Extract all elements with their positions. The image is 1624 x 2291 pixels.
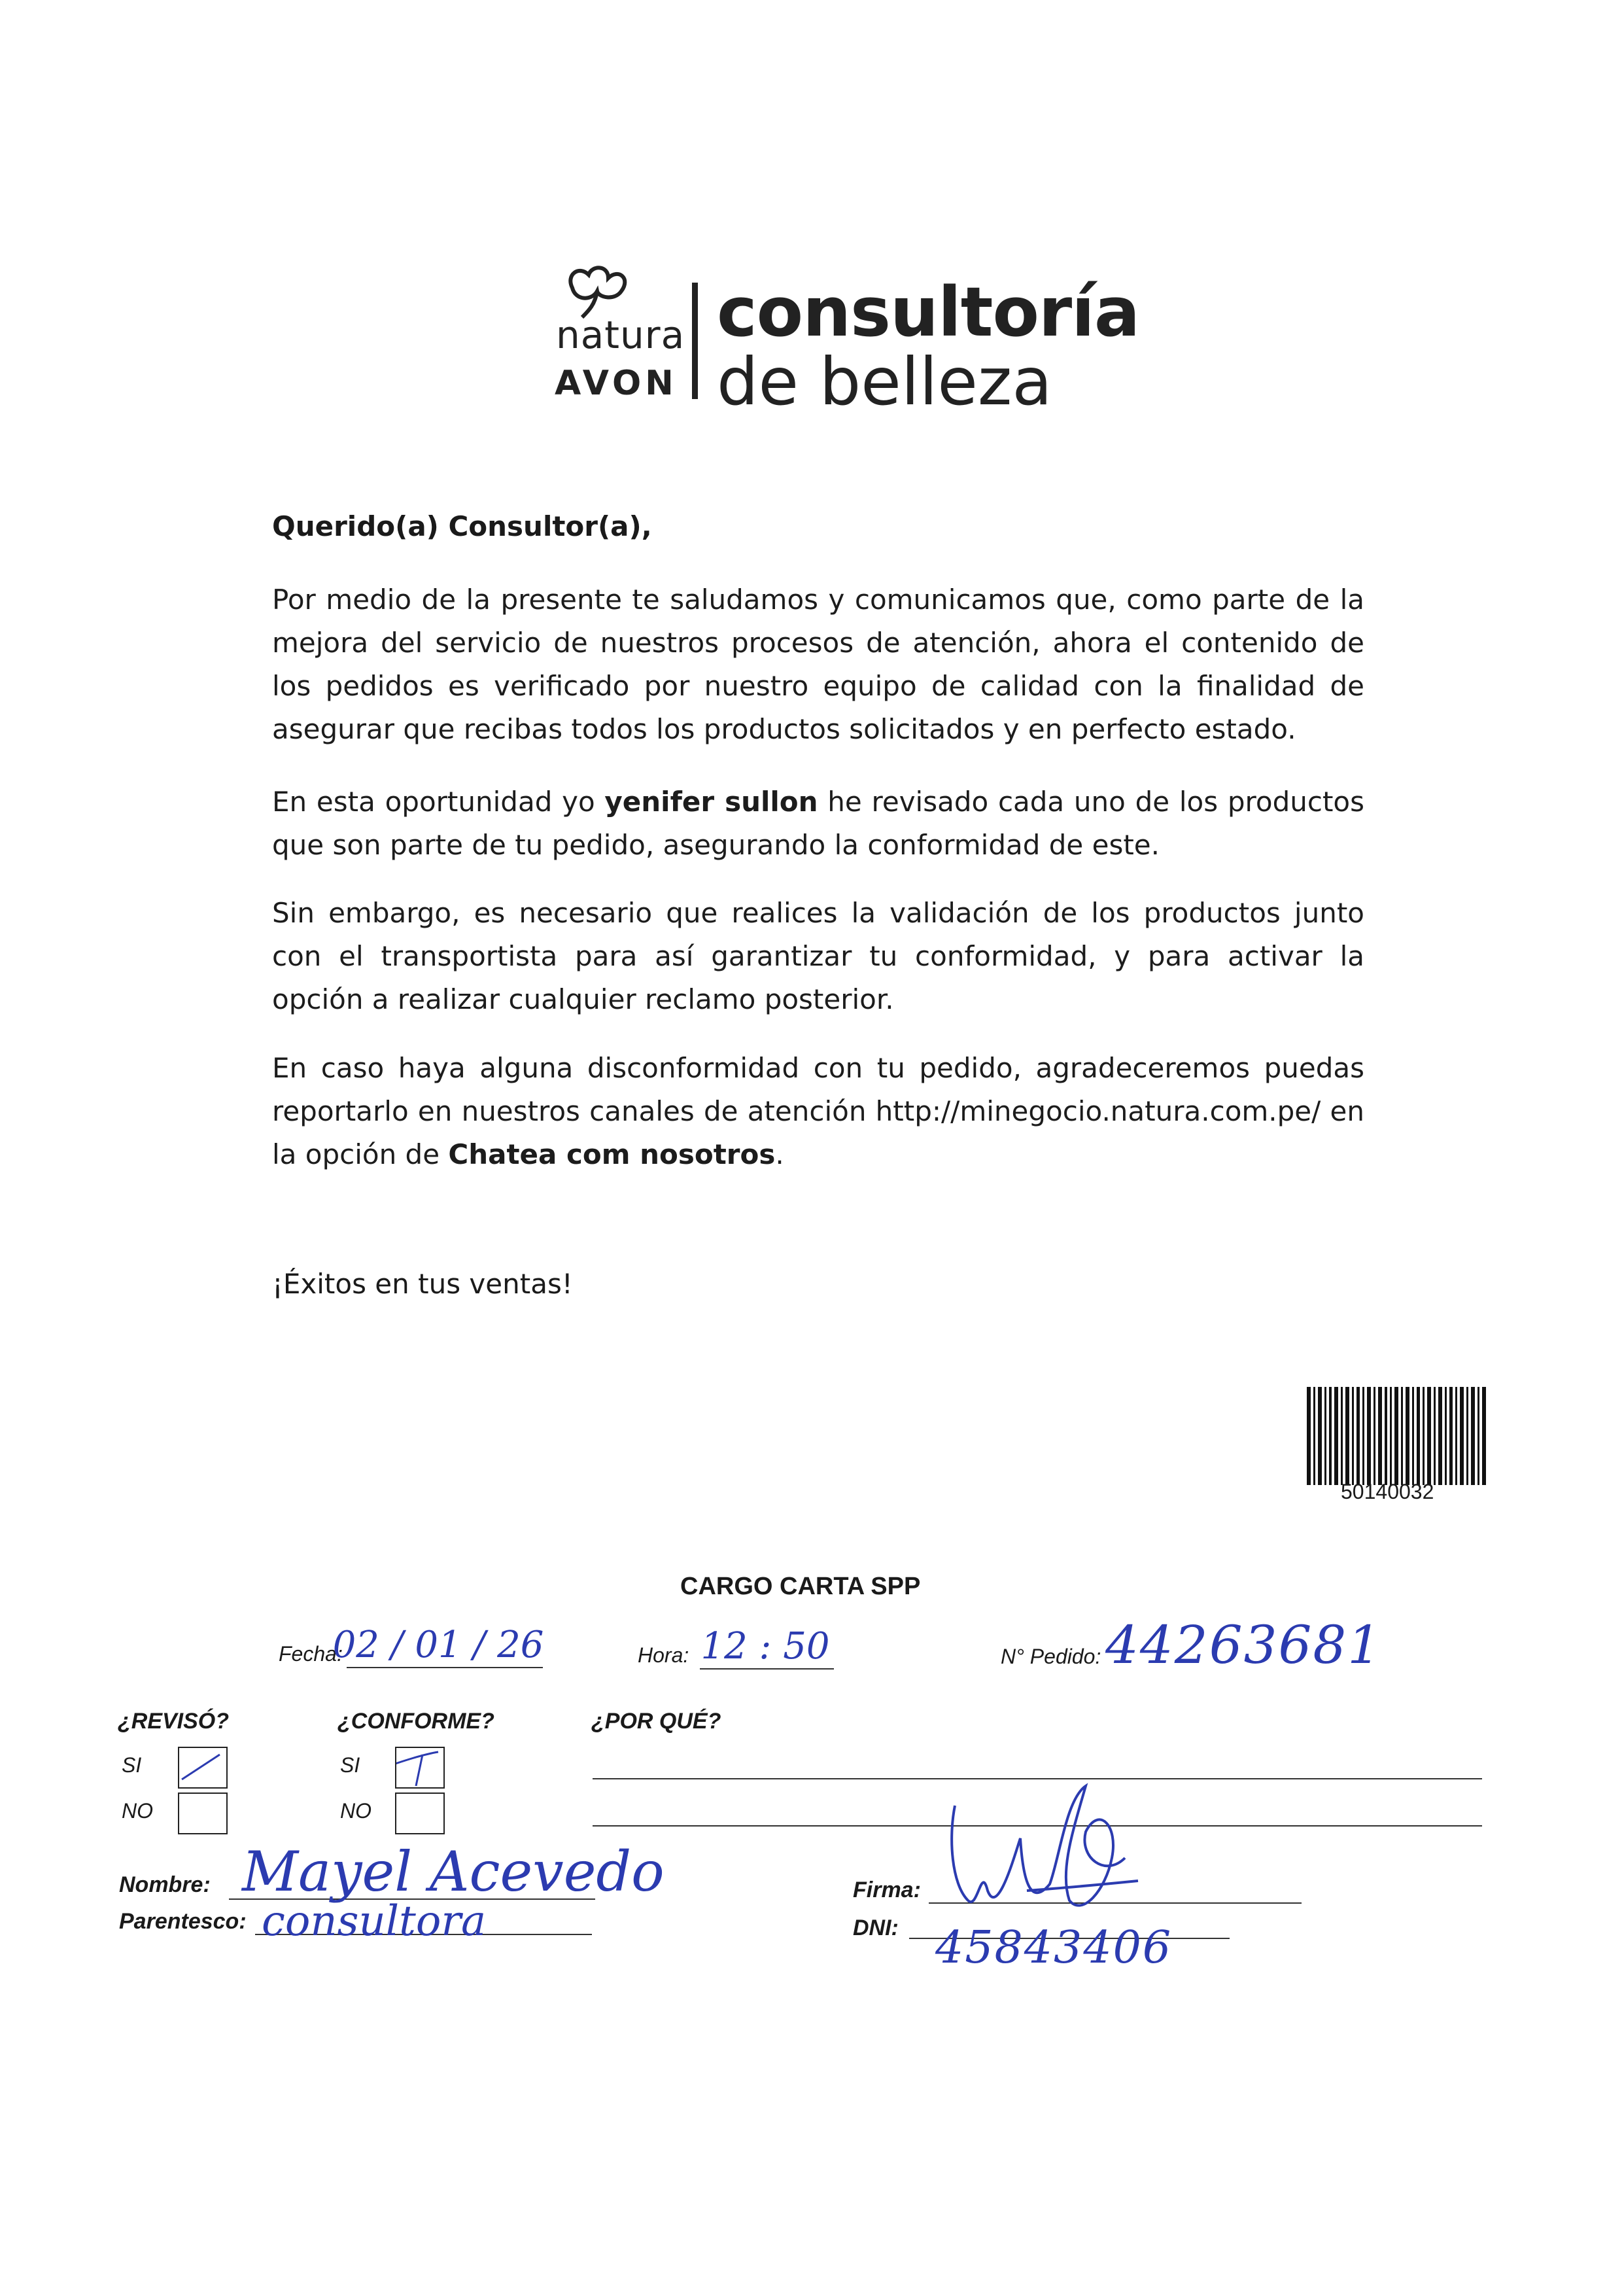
conforme-si-checkbox[interactable] xyxy=(395,1747,445,1789)
reviso-no-label: NO xyxy=(122,1799,153,1823)
reviewer-name: yenifer sullon xyxy=(604,786,818,818)
logo-title-consultoria: consultoría xyxy=(717,272,1140,352)
logo-divider xyxy=(692,283,698,399)
fecha-line xyxy=(347,1667,543,1668)
firma-label: Firma: xyxy=(853,1878,921,1902)
fecha-label: Fecha: xyxy=(279,1642,343,1666)
parentesco-label: Parentesco: xyxy=(119,1909,247,1934)
letter-paragraph-1: Por medio de la presente te saludamos y comunicamos que, como parte de la mejora del servicio de nuestros procesos de atención, ahora el contenido de los pedidos es verificado por nuestro equipo de calidad con la finalidad de asegurar que recibas todos los productos solicitados y en perfecto estado. xyxy=(272,584,1364,745)
paragraph-2-text-a: En esta oportunidad yo xyxy=(272,786,605,818)
checkmark-icon xyxy=(396,1748,443,1787)
hora-value[interactable]: 12 : 50 xyxy=(700,1625,830,1668)
parentesco-value[interactable]: consultora xyxy=(262,1897,487,1946)
checkmark-icon xyxy=(179,1748,226,1787)
paragraph-2-text-b: he revisado cada uno de los productos que son parte de tu pedido, asegurando la conformidad de este. xyxy=(272,786,1364,861)
logo-title-de-belleza: de belleza xyxy=(717,343,1052,420)
conforme-no-checkbox[interactable] xyxy=(395,1793,445,1834)
letter-paragraph-3: Sin embargo, es necesario que realices la validación de los productos junto con el transportista para así garantizar tu conformidad, y para activar la opción a realizar cualquier reclamo posterior. xyxy=(272,897,1364,1015)
dni-label: DNI: xyxy=(853,1915,899,1940)
conforme-label: ¿CONFORME? xyxy=(337,1709,494,1734)
chat-option-name: Chatea com nosotros xyxy=(448,1138,776,1170)
dni-value[interactable]: 45843406 xyxy=(935,1922,1173,1974)
letter-closing: ¡Éxitos en tus ventas! xyxy=(272,1268,573,1300)
brand-avon: AVON xyxy=(555,364,678,403)
form-title: CARGO CARTA SPP xyxy=(680,1573,921,1600)
letter-paragraph-2 xyxy=(272,780,1364,867)
reviso-label: ¿REVISÓ? xyxy=(118,1709,230,1734)
reviso-si-checkbox[interactable] xyxy=(178,1747,228,1789)
reviso-no-checkbox[interactable] xyxy=(178,1793,228,1834)
letter-greeting: Querido(a) Consultor(a), xyxy=(272,510,652,542)
hora-line xyxy=(700,1668,834,1670)
brand-natura: natura xyxy=(556,313,685,357)
barcode-icon xyxy=(1307,1387,1489,1485)
letter-paragraph-4 xyxy=(272,1047,1364,1176)
reviso-si-label: SI xyxy=(122,1753,142,1777)
barcode-number: 50140032 xyxy=(1341,1480,1434,1503)
pedido-label: N° Pedido: xyxy=(1001,1645,1101,1668)
conforme-si-label: SI xyxy=(340,1753,360,1777)
paragraph-4-text: En caso haya alguna disconformidad con tu pedido, agradeceremos puedas reportarlo en nuestros canales de atención http://minegocio.natura.com.pe/ en la opción de xyxy=(272,1052,1364,1170)
porque-label: ¿POR QUÉ? xyxy=(591,1709,721,1734)
nombre-value[interactable]: Mayel Acevedo xyxy=(242,1840,665,1904)
conforme-no-label: NO xyxy=(340,1799,371,1823)
paragraph-4-end: . xyxy=(775,1138,784,1170)
signature-image xyxy=(942,1760,1145,1923)
hora-label: Hora: xyxy=(638,1643,689,1667)
fecha-value[interactable]: 02 / 01 / 26 xyxy=(332,1624,544,1666)
pedido-value[interactable]: 44263681 xyxy=(1105,1615,1383,1675)
nombre-label: Nombre: xyxy=(119,1872,211,1897)
